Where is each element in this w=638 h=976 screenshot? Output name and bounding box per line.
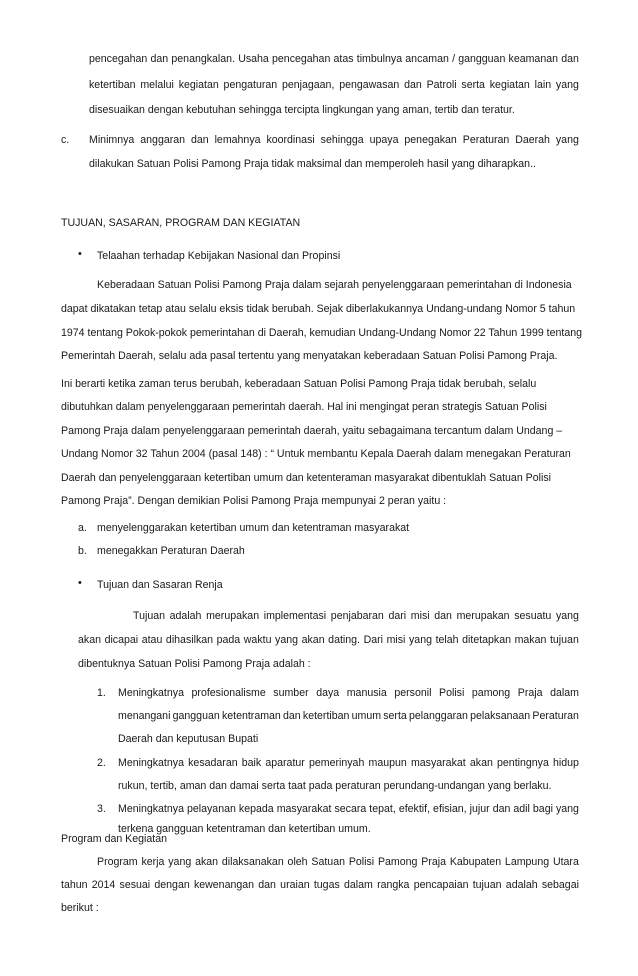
para2-line-1: Ini berarti ketika zaman terus berubah, keberadaan Satuan Polisi Pamong Praja tidak berubah, selalu (61, 378, 537, 390)
goal-1-marker: 1. (97, 687, 106, 699)
goal-1-line-2: menangani gangguan ketentraman dan ketertiban umum serta pelanggaran pelaksanaan Peraturan (118, 710, 579, 722)
program-title: Program dan Kegiatan (61, 833, 168, 845)
para1-line-1: Keberadaan Satuan Polisi Pamong Praja dalam sejarah penyelenggaraan pemerintahan di Indonesia (97, 279, 572, 291)
para2-line-6: Pamong Praja”. Dengan demikian Polisi Pamong Praja mempunyai 2 peran yaitu : (61, 495, 447, 507)
goal-3-line-1: Meningkatnya pelayanan kepada masyarakat secara tepat, efektif, efisian, jujur dan adil bagi yang (118, 803, 579, 815)
role-b-marker: b. (78, 545, 87, 557)
goal-2-line-1: Meningkatnya kesadaran baik aparatur pemerinyah maupun masyarakat akan pentingnya hidup (118, 757, 579, 769)
role-a-marker: a. (78, 522, 87, 534)
intro-line-3: disesuaikan dengan kebutuhan sehingga tercipta lingkungan yang aman, tertib dan teratur. (89, 104, 515, 116)
intro-line-1: pencegahan dan penangkalan. Usaha pencegahan atas timbulnya ancaman / gangguan keamanan dan (89, 53, 579, 65)
para2-line-5: Daerah dan penyelenggaraan ketertiban umum dan ketenteraman masyarakat dibentuklah Satuan Polisi (61, 472, 551, 484)
para3-line-1: Tujuan adalah merupakan implementasi penjabaran dari misi dan merupakan sesuatu yang (133, 610, 579, 622)
role-a-text: menyelenggarakan ketertiban umum dan ketentraman masyarakat (97, 522, 410, 534)
para4-line-3: berikut : (61, 902, 99, 914)
bullet-icon: • (78, 248, 82, 260)
goal-2-marker: 2. (97, 757, 106, 769)
para4-line-1: Program kerja yang akan dilaksanakan oleh Satuan Polisi Pamong Praja Kabupaten Lampung Utara (97, 856, 579, 868)
para1-line-4: Pemerintah Daerah, selalu ada pasal tertentu yang menyatakan keberadaan Satuan Polisi Pamong Praja. (61, 350, 558, 362)
item-c-line-1: Minimnya anggaran dan lemahnya koordinasi sehingga upaya penegakan Peraturan Daerah yang (89, 134, 579, 146)
para1-line-2: dapat dikatakan tetap atau selalu eksis tidak berubah. Sejak diberlakukannya Undang-undang Nomor 5 tahun (61, 303, 576, 315)
para2-line-3: Pamong Praja dalam penyelenggaraan pemerintah daerah, yaitu sebagaimana tercantum dalam Undang – (61, 425, 563, 437)
para3-line-2: akan dicapai atau dihasilkan pada waktu yang akan dating. Dari misi yang telah ditetapkan makan tujuan (78, 634, 579, 646)
section-title: TUJUAN, SASARAN, PROGRAM DAN KEGIATAN (61, 217, 301, 229)
item-c-marker: c. (61, 134, 70, 146)
para4-line-2: tahun 2014 sesuai dengan kewenangan dan uraian tugas dalam rangka pencapaian tujuan adalah sebagai (61, 879, 579, 891)
bullet-2-label: Tujuan dan Sasaran Renja (97, 579, 223, 591)
item-c-line-2: dilakukan Satuan Polisi Pamong Praja tidak maksimal dan memperoleh hasil yang diharapkan.. (89, 158, 536, 170)
goal-2-line-2: rukun, tertib, aman dan damai serta taat pada peraturan perundang-undangan yang berlaku. (118, 780, 552, 792)
bullet-1-label: Telaahan terhadap Kebijakan Nasional dan Propinsi (97, 250, 341, 262)
para1-line-3: 1974 tentang Pokok-pokok pemerintahan di Daerah, kemudian Undang-Undang Nomor 22 Tahun 1999 tentang (61, 327, 583, 339)
intro-line-2: ketertiban melalui kegiatan pengaturan penjagaan, pengawasan dan Patroli serta kegiatan lain yang (89, 79, 579, 91)
bullet-icon: • (78, 577, 82, 589)
goal-1-line-3: Daerah dan keputusan Bupati (118, 733, 259, 745)
role-b-text: menegakkan Peraturan Daerah (97, 545, 245, 557)
para2-line-2: dibutuhkan dalam penyelenggaraan pemerintah daerah. Hal ini mengingat peran strategis Satuan Polisi (61, 401, 547, 413)
goal-3-marker: 3. (97, 803, 106, 815)
goal-1-line-1: Meningkatnya profesionalisme sumber daya manusia personil Polisi pamong Praja dalam (118, 687, 579, 699)
para3-line-3: dibentuknya Satuan Polisi Pamong Praja adalah : (78, 658, 311, 670)
para2-line-4: Undang Nomor 32 Tahun 2004 (pasal 148) : “ Untuk membantu Kepala Daerah dalam menegakan Peraturan (61, 448, 571, 460)
goal-3-line-2: terkena gangguan ketentraman dan ketertiban umum. (118, 823, 371, 835)
